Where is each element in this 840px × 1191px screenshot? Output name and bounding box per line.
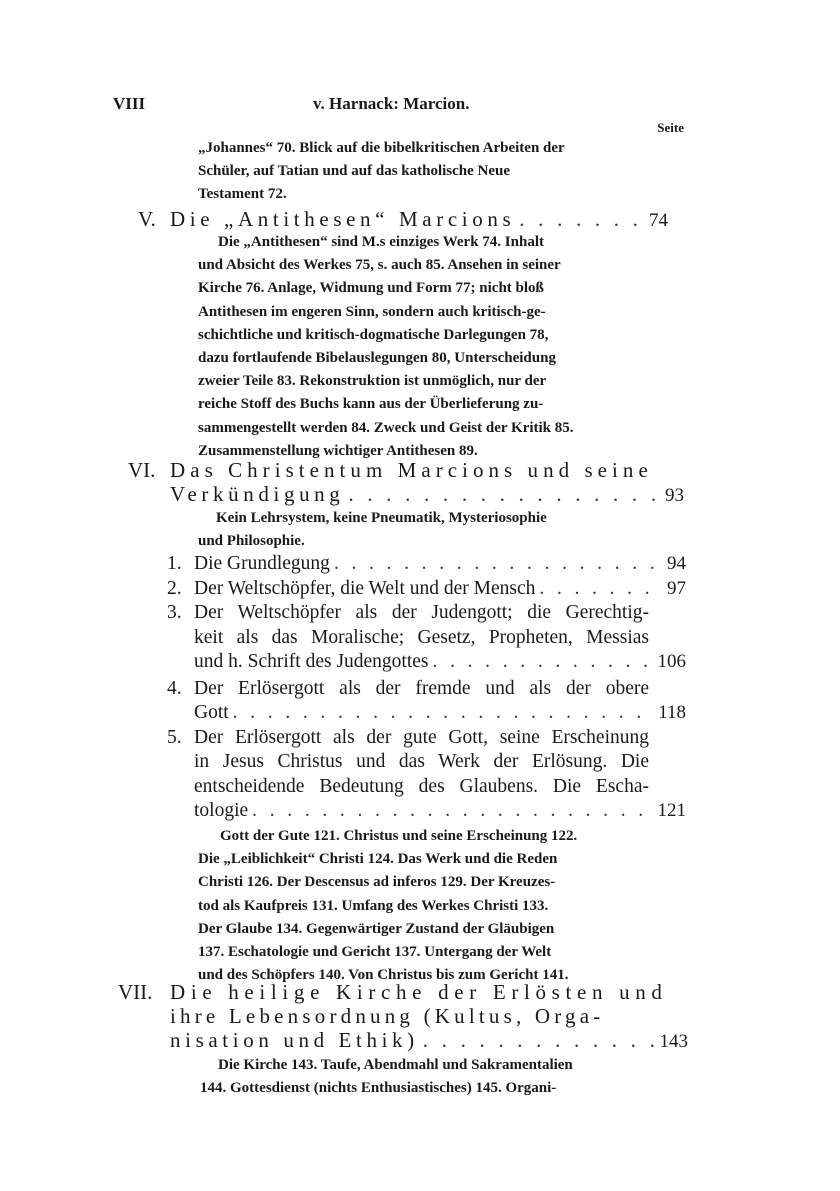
section-v-summary (198, 231, 642, 463)
subsection-4 (194, 701, 686, 726)
summary-line: Die „Leiblichkeit“ Christi 124. Das Werk und die Reden (198, 851, 558, 868)
summary-line: dazu fortlaufende Bibelauslegungen 80, Unterscheidung (198, 350, 556, 367)
summary-line: Testament 72. (198, 186, 287, 203)
section-v-page: 74 (649, 210, 668, 231)
section-vii-numeral: VII. (118, 980, 153, 1004)
summary-line: Antithesen im engeren Sinn, sondern auch kritisch-ge- (198, 303, 546, 320)
subsection-title: Die Grundlegung (194, 553, 330, 574)
leader-dots (334, 552, 663, 577)
running-title: v. Harnack: Marcion. (313, 94, 470, 113)
seite-label: Seite (657, 120, 684, 135)
section-vii-title-line1: Die heilige Kirche der Erlösten und (170, 980, 668, 1004)
subsection-number: 2. (167, 578, 182, 599)
subsection-number: 4. (167, 678, 182, 699)
subsection-title-line: keit als das Moralische; Gesetz, Propheten, Messias (194, 627, 649, 648)
leader-dots (252, 799, 653, 824)
subsection-title-line: in Jesus Christus und das Werk der Erlösung. Die (194, 751, 649, 772)
subsection-page: 94 (667, 553, 686, 574)
subsection-number: 3. (167, 602, 182, 623)
section-vii-page: 143 (659, 1031, 688, 1052)
subsection-1 (194, 552, 686, 577)
summary-line: 137. Eschatologie und Gericht 137. Untergang der Welt (198, 944, 552, 961)
summary-line: 144. Gottesdienst (nichts Enthusiastisches) 145. Organi- (200, 1080, 557, 1097)
subsection-page: 121 (657, 800, 686, 821)
section-vi-title-line2 (170, 482, 684, 508)
summary-line: und des Schöpfers 140. Von Christus bis zum Gericht 141. (198, 967, 569, 984)
leader-dots (233, 701, 655, 726)
summary-line: Zusammenstellung wichtiger Antithesen 89. (198, 442, 478, 459)
summary-line: Schüler, auf Tatian und auf das katholische Neue (198, 163, 511, 180)
section-vi-title: Verkündigung (170, 482, 345, 506)
section-vi-title-line1: Das Christentum Marcions und seine (170, 458, 653, 482)
subsection-page: 106 (657, 651, 686, 672)
continuation-summary (198, 137, 640, 207)
summary-line: zweier Teile 83. Rekonstruktion ist unmöglich, nur der (198, 373, 547, 390)
leader-dots (423, 1028, 656, 1052)
subsection-5 (194, 799, 686, 824)
subsection-title-line: Der Erlösergott als der gute Gott, seine Erscheinung (194, 727, 649, 748)
section-vi-summary (198, 507, 644, 553)
summary-line: schichtliche und kritisch-dogmatische Darlegungen 78, (198, 326, 549, 343)
section-vi-numeral: VI. (128, 458, 156, 482)
summary-line: Die Kirche 143. Taufe, Abendmahl und Sakramentalien (218, 1057, 573, 1073)
subsection-title-line: entscheidende Bedeutung des Glaubens. Die Escha- (194, 776, 649, 797)
subsection-3 (194, 650, 686, 675)
summary-line: Kirche 76. Anlage, Widmung und Form 77; nicht bloß (198, 280, 544, 297)
summary-line: sammengestellt werden 84. Zweck und Geist der Kritik 85. (198, 419, 574, 436)
leader-dots (519, 207, 645, 231)
subsection-5-summary (198, 825, 642, 987)
subsection-title: Gott (194, 702, 229, 723)
leader-dots (433, 650, 654, 675)
page-numeral: VIII (113, 94, 146, 113)
summary-line: tod als Kaufpreis 131. Umfang des Werkes Christi 133. (198, 897, 549, 914)
summary-line: Christi 126. Der Descensus ad inferos 129. Der Kreuzes- (198, 874, 556, 891)
subsection-title: und h. Schrift des Judengottes (194, 651, 429, 672)
section-vii-summary (200, 1054, 642, 1100)
summary-line: Der Glaube 134. Gegenwärtiger Zustand der Gläubigen (198, 920, 555, 937)
summary-line: reiche Stoff des Buchs kann aus der Überlieferung zu- (198, 396, 544, 413)
section-vii-title: nisation und Ethik) (170, 1028, 419, 1052)
subsection-2 (194, 577, 686, 602)
summary-line: und Philosophie. (198, 533, 305, 550)
subsection-title: Der Weltschöpfer, die Welt und der Mensch (194, 578, 536, 599)
section-vii-title-line2: ihre Lebensordnung (Kultus, Orga- (170, 1004, 605, 1028)
leader-dots (539, 577, 663, 602)
subsection-title-line: Der Weltschöpfer als der Judengott; die Gerechtig- (194, 602, 649, 623)
summary-line: Gott der Gute 121. Christus und seine Erscheinung 122. (220, 828, 578, 844)
summary-line: Die „Antithesen“ sind M.s einziges Werk 74. Inhalt (218, 234, 544, 250)
subsection-number: 5. (167, 727, 182, 748)
subsection-number: 1. (167, 553, 182, 574)
section-vii-title-line3 (170, 1028, 688, 1054)
subsection-title: tologie (194, 800, 249, 821)
section-v-title: Die „Antithesen“ Marcions (170, 207, 516, 231)
summary-line: „Johannes“ 70. Blick auf die bibelkritischen Arbeiten der (198, 140, 565, 156)
summary-line: Kein Lehrsystem, keine Pneumatik, Mysteriosophie (216, 510, 547, 526)
summary-line: und Absicht des Werkes 75, s. auch 85. Ansehen in seiner (198, 257, 561, 274)
subsection-page: 118 (658, 702, 686, 723)
leader-dots (348, 482, 661, 506)
section-v-numeral: V. (138, 207, 156, 231)
subsection-title-line: Der Erlösergott als der fremde und als der obere (194, 678, 649, 699)
subsection-page: 97 (667, 578, 686, 599)
section-v-title-line (170, 207, 668, 233)
section-vi-page: 93 (665, 485, 684, 506)
